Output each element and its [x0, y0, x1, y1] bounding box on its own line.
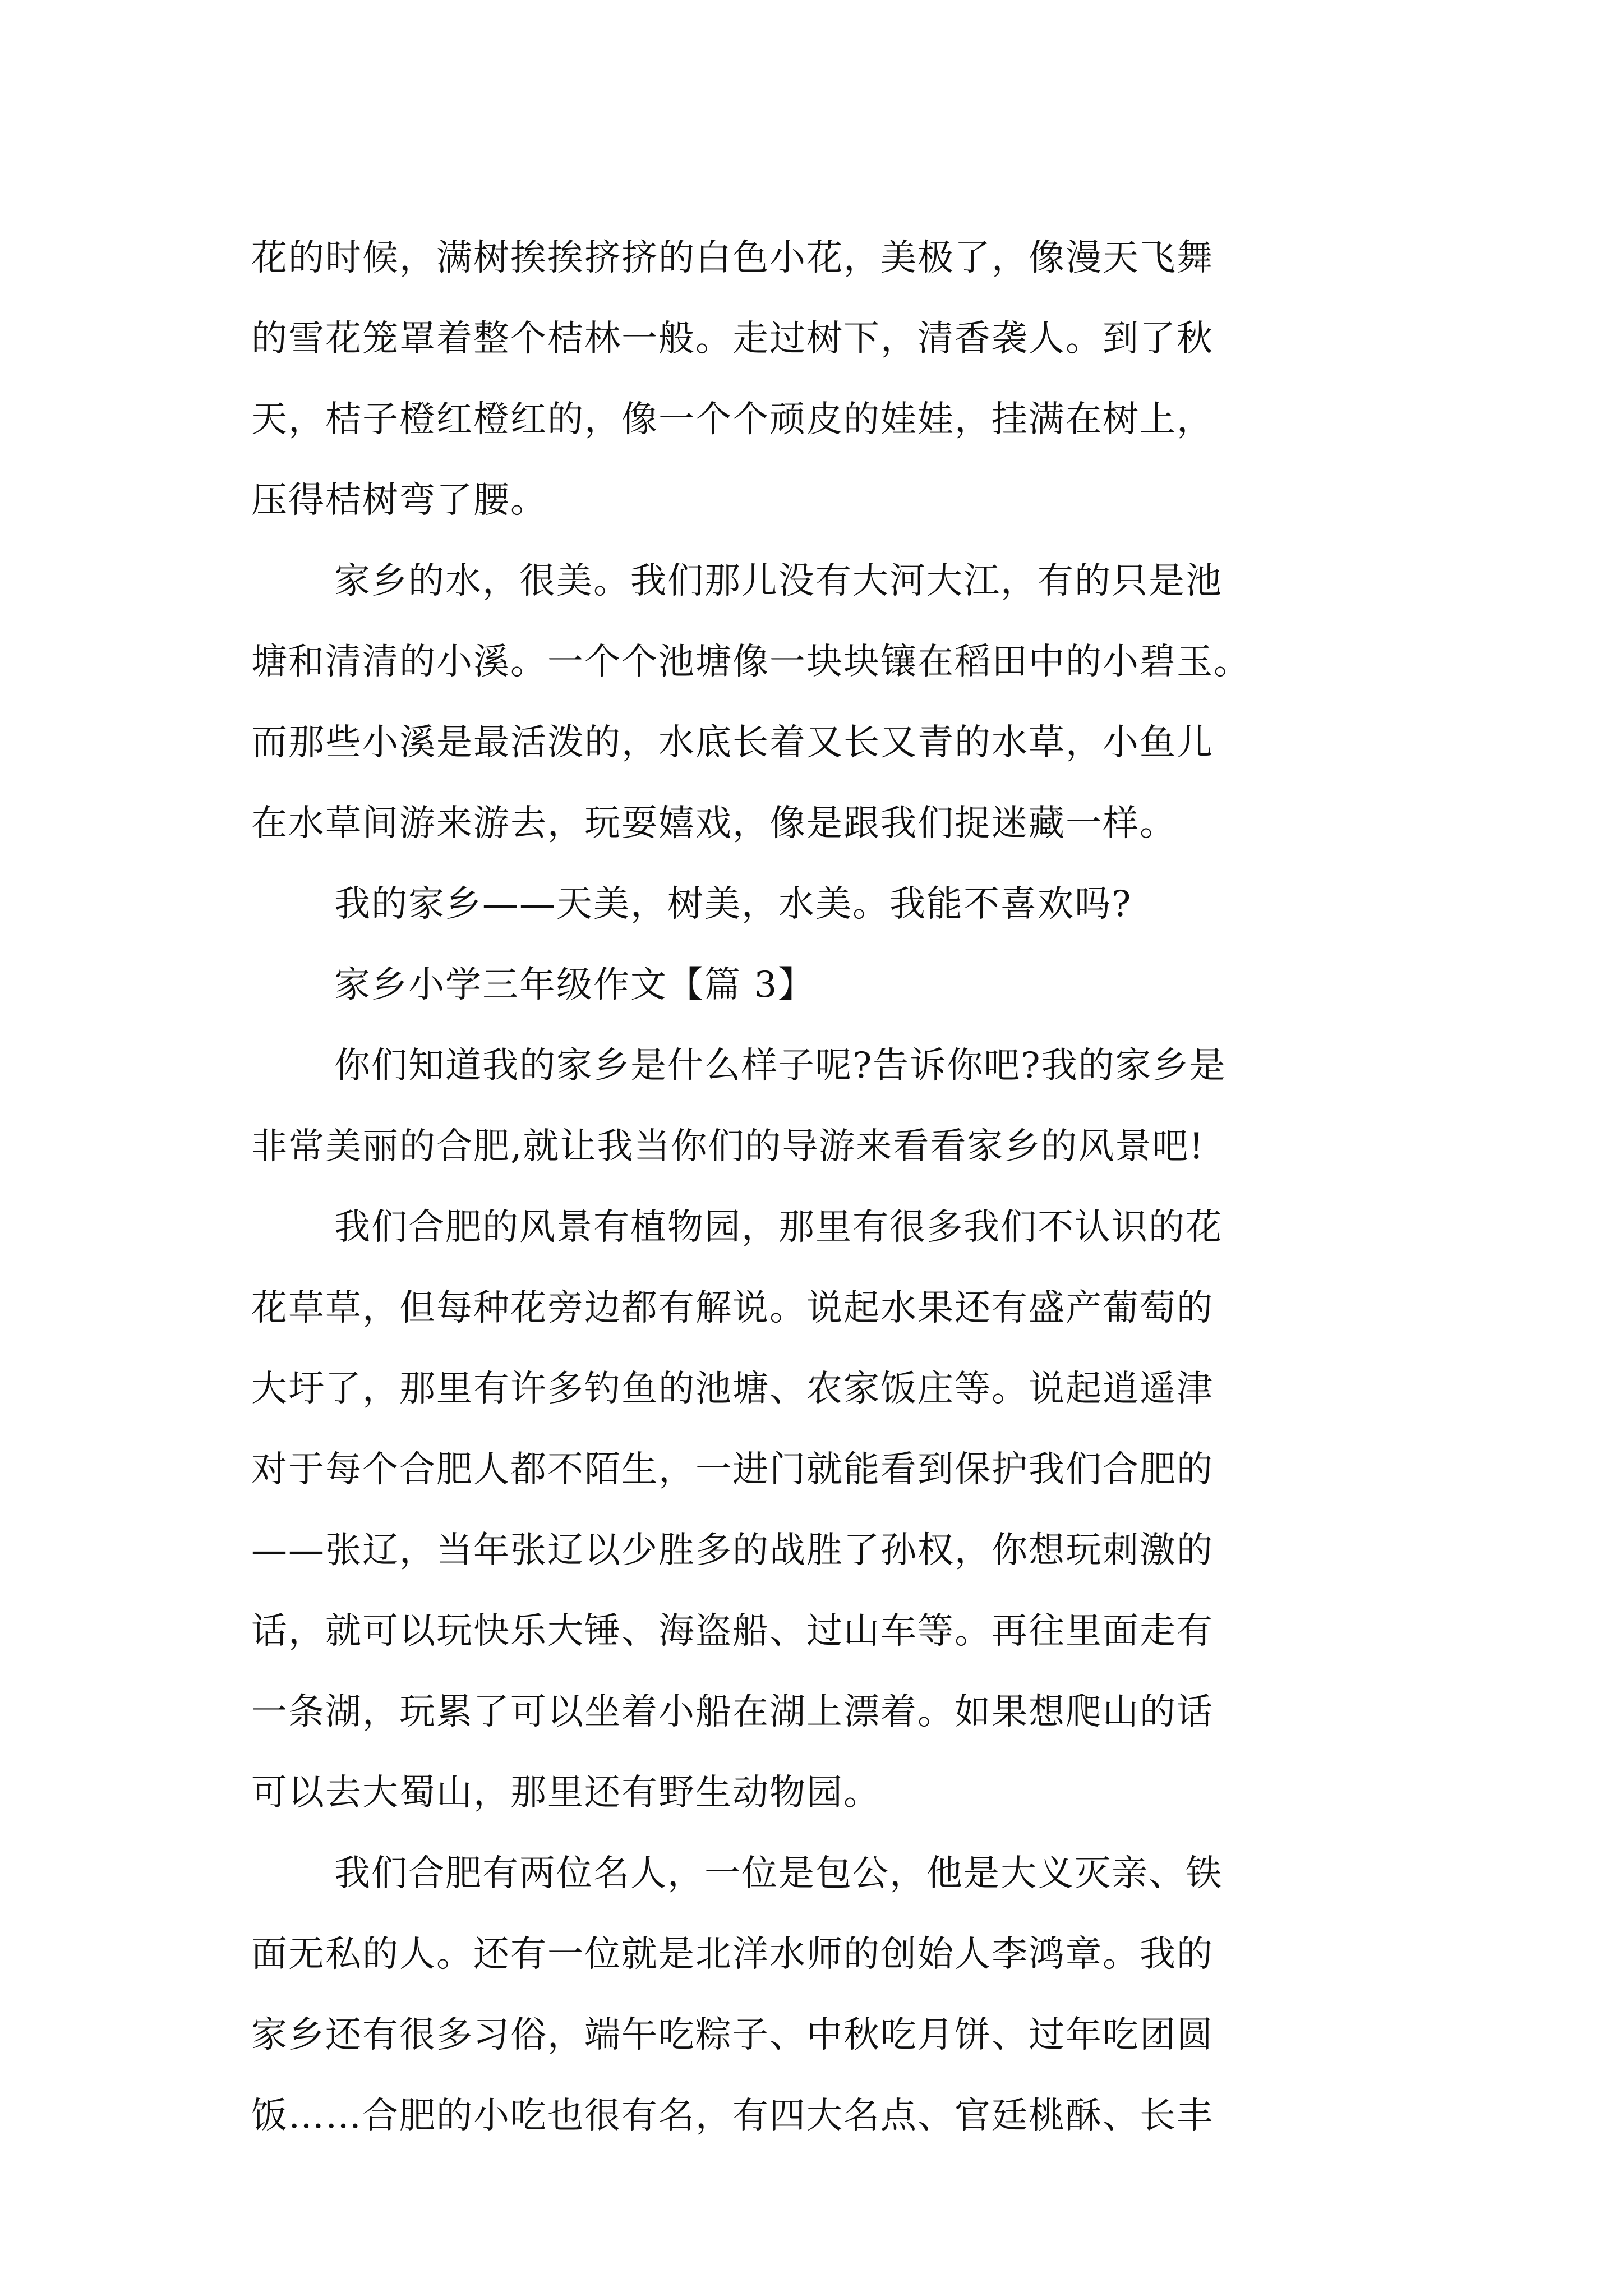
paragraph-first-line: 我们合肥的风景有植物园，那里有很多我们不认识的花: [334, 1207, 1223, 1248]
paragraph-line: 的雪花笼罩着整个桔林一般。走过树下，清香袭人。到了秋: [251, 318, 1214, 360]
paragraph-line: 家乡还有很多习俗，端午吃粽子、中秋吃月饼、过年吃团圆: [251, 2014, 1214, 2056]
paragraph-line: 压得桔树弯了腰。: [251, 480, 547, 521]
paragraph-line: 而那些小溪是最活泼的，水底长着又长又青的水草，小鱼儿: [251, 722, 1214, 763]
paragraph-line: 天，桔子橙红橙红的，像一个个顽皮的娃娃，挂满在树上，: [251, 399, 1214, 440]
paragraph-line: 一条湖，玩累了可以坐着小船在湖上漂着。如果想爬山的话: [251, 1691, 1214, 1733]
paragraph-first-line: 我的家乡——天美，树美，水美。我能不喜欢吗?: [334, 884, 1132, 925]
paragraph-line: 可以去大蜀山，那里还有野生动物园。: [251, 1772, 880, 1814]
paragraph-line: 饭……合肥的小吃也很有名，有四大名点、官廷桃酥、长丰: [251, 2095, 1214, 2137]
paragraph-line: 话，就可以玩快乐大锤、海盗船、过山车等。再往里面走有: [251, 1611, 1214, 1652]
paragraph-line: 对于每个合肥人都不陌生，一进门就能看到保护我们合肥的: [251, 1449, 1214, 1490]
paragraph-line: 面无私的人。还有一位就是北洋水师的创始人李鸿章。我的: [251, 1934, 1214, 1975]
paragraph-first-line: 家乡小学三年级作文【篇 3】: [334, 964, 815, 1006]
paragraph-line: 塘和清清的小溪。一个个池塘像一块块镶在稻田中的小碧玉。: [251, 641, 1251, 683]
paragraph-line: 非常美丽的合肥,就让我当你们的导游来看看家乡的风景吧!: [251, 1126, 1205, 1167]
paragraph-first-line: 家乡的水，很美。我们那儿没有大河大江，有的只是池: [334, 560, 1223, 602]
document-body: [251, 218, 1378, 2156]
paragraph-line: 花的时候，满树挨挨挤挤的白色小花，美极了，像漫天飞舞: [251, 237, 1214, 279]
paragraph-first-line: 我们合肥有两位名人，一位是包公，他是大义灭亲、铁: [334, 1853, 1223, 1894]
paragraph-line: 花草草，但每种花旁边都有解说。说起水果还有盛产葡萄的: [251, 1287, 1214, 1329]
paragraph-first-line: 你们知道我的家乡是什么样子呢?告诉你吧?我的家乡是: [334, 1045, 1227, 1087]
paragraph-line: ——张辽，当年张辽以少胜多的战胜了孙权，你想玩刺激的: [251, 1530, 1214, 1571]
paragraph-line: 大圩了，那里有许多钓鱼的池塘、农家饭庄等。说起逍遥津: [251, 1368, 1214, 1410]
paragraph-line: 在水草间游来游去，玩耍嬉戏，像是跟我们捉迷藏一样。: [251, 803, 1177, 844]
